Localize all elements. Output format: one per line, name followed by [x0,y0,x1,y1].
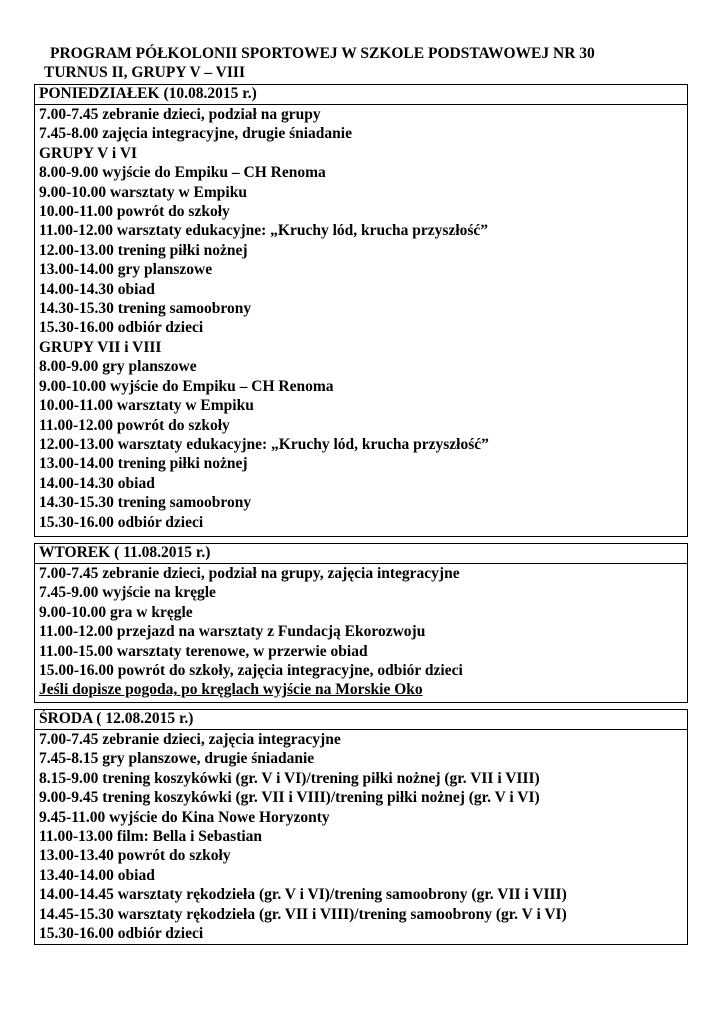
schedule-entry: 15.30-16.00 odbiór dzieci [39,513,204,531]
schedule-entry: 11.00-15.00 warsztaty terenowe, w przerwie obiad [39,642,368,660]
schedule-entry: 7.45-9.00 wyjście na kręgle [39,584,216,602]
schedule-entry: 15.30-16.00 odbiór dzieci [39,319,204,337]
schedule-entry: 9.00-10.00 warsztaty w Empiku [39,183,247,201]
schedule-entry: 13.00-14.00 trening piłki nożnej [39,455,248,473]
schedule-entry: 11.00-12.00 przejazd na warsztaty z Fundacją Ekorozwoju [39,623,426,641]
schedule-entry: 9.45-11.00 wyjście do Kina Nowe Horyzonty [39,808,330,826]
schedule-entry: 14.00-14.45 warsztaty rękodzieła (gr. V i VI)/trening samoobrony (gr. VII i VIII) [39,886,567,904]
schedule-entry: 15.30-16.00 odbiór dzieci [39,925,204,943]
schedule-entry: 7.00-7.45 zebranie dzieci, zajęcia integracyjne [39,731,341,748]
schedule-entry: 8.00-9.00 gry planszowe [39,358,197,376]
schedule-entry: 12.00-13.00 warsztaty edukacyjne: „Kruchy lód, krucha przyszłość” [39,435,489,453]
schedule-entry: 9.00-9.45 trening koszykówki (gr. VII i VIII)/trening piłki nożnej (gr. V i VI) [39,789,540,807]
schedule-entry: 13.00-13.40 powrót do szkoły [39,847,231,865]
schedule-entry: 14.30-15.30 trening samoobrony [39,494,252,512]
day-body-monday [35,105,687,532]
day-block-monday [34,84,688,537]
schedule-entry: 11.00-12.00 warsztaty edukacyjne: „Kruchy lód, krucha przyszłość” [39,222,489,240]
schedule-entry: 10.00-11.00 warsztaty w Empiku [39,397,254,415]
weather-note: Jeśli dopisze pogoda, po kręglach wyjście na Morskie Oko [39,681,423,699]
schedule-entry: 9.00-10.00 gra w kręgle [39,603,193,621]
schedule-entry: 9.00-10.00 wyjście do Empiku – CH Renoma [39,377,334,395]
day-header-tuesday: WTOREK ( 11.08.2015 r.) [35,544,687,564]
day-header-monday: PONIEDZIAŁEK (10.08.2015 r.) [35,85,687,105]
group-heading: GRUPY VII i VIII [39,338,162,356]
schedule-entry: 14.45-15.30 warsztaty rękodzieła (gr. VII i VIII)/trening samoobrony (gr. V i VI) [39,905,567,923]
schedule-entry: 11.00-13.00 film: Bella i Sebastian [39,828,263,846]
day-block-wednesday [34,709,688,945]
schedule-entry: 7.45-8.15 gry planszowe, drugie śniadanie [39,750,315,768]
group-heading: GRUPY V i VI [39,144,138,162]
schedule-entry: 7.00-7.45 zebranie dzieci, podział na grupy [39,106,321,123]
schedule-entry: 10.00-11.00 powrót do szkoły [39,203,230,221]
title-line-1: PROGRAM PÓŁKOLONII SPORTOWEJ W SZKOLE PODSTAWOWEJ NR 30 [50,45,595,62]
day-body-tuesday [35,564,687,700]
schedule-entry: 14.00-14.30 obiad [39,474,155,492]
schedule-entry: 13.40-14.00 obiad [39,866,155,884]
day-block-tuesday [34,543,688,703]
schedule-entry: 14.00-14.30 obiad [39,280,155,298]
day-body-wednesday [35,730,687,943]
schedule-entry: 14.30-15.30 trening samoobrony [39,300,252,318]
schedule-entry: 7.00-7.45 zebranie dzieci, podział na grupy, zajęcia integracyjne [39,565,460,582]
title-line-2: TURNUS II, GRUPY V – VIII [44,64,245,81]
day-header-wednesday: ŚRODA ( 12.08.2015 r.) [35,710,687,730]
page-title [44,44,704,82]
schedule-entry: 8.15-9.00 trening koszykówki (gr. V i VI)/trening piłki nożnej (gr. VII i VIII) [39,769,540,787]
schedule-entry: 11.00-12.00 powrót do szkoły [39,416,230,434]
schedule-entry: 7.45-8.00 zajęcia integracyjne, drugie śniadanie [39,125,352,143]
schedule-entry: 12.00-13.00 trening piłki nożnej [39,241,248,259]
schedule-entry: 15.00-16.00 powrót do szkoły, zajęcia integracyjne, odbiór dzieci [39,662,463,680]
schedule-entry: 8.00-9.00 wyjście do Empiku – CH Renoma [39,164,326,182]
schedule-entry: 13.00-14.00 gry planszowe [39,261,213,279]
